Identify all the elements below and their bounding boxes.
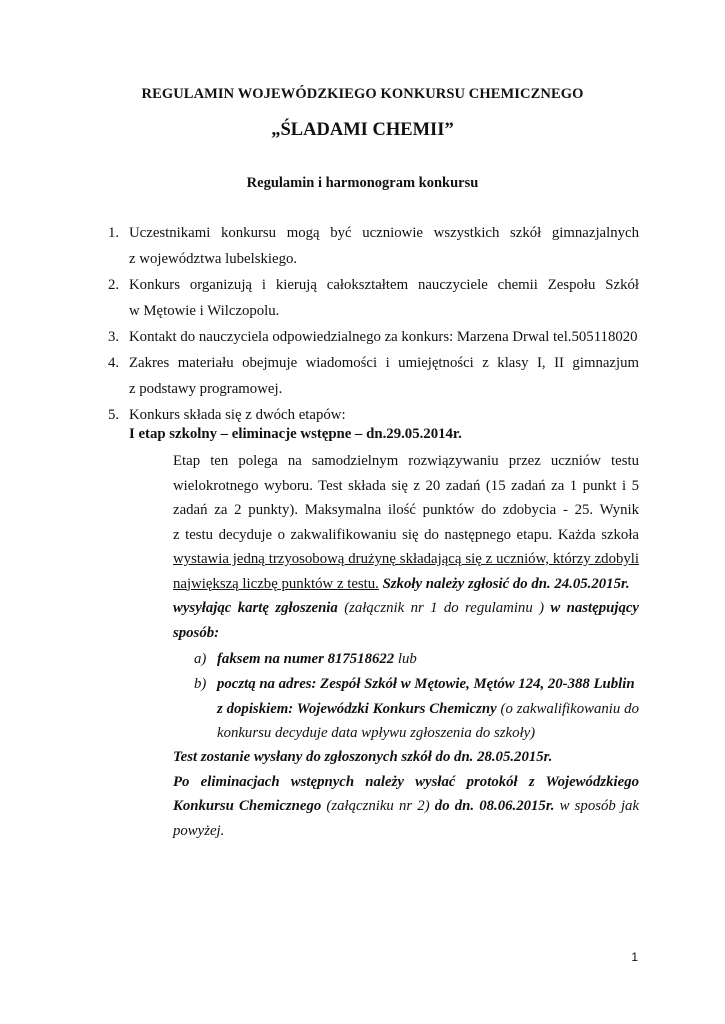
underlined-text: wystawia jedną trzyosobową drużynę składającą się z uczniów, którzy zdobyli <box>173 551 639 567</box>
paragraph-line: zadań za 2 punkty). Maksymalna ilość punktów do zdobycia - 25. Wynik <box>173 502 639 518</box>
list-number: 1. <box>108 225 120 241</box>
method-label: sposób: <box>173 624 220 641</box>
list-text: Konkurs organizują i kierują całokształtem nauczyciele chemii Zespołu Szkół <box>129 277 639 293</box>
page-number: 1 <box>631 950 638 964</box>
list-text: Zakres materiału obejmuje wiadomości i umiejętności z klasy I, II gimnazjum <box>129 355 639 371</box>
paragraph-line: wielokrotnego wyboru. Test składa się z 20 zadań (15 zadań za 1 punkt i 5 <box>173 477 639 494</box>
test-sent-note: Test zostanie wysłany do zgłoszonych szkół do dn. 28.05.2015r. <box>173 749 553 765</box>
protocol-method: w sposób jak <box>559 798 640 814</box>
protocol-attachment: (załączniku nr 2) <box>326 798 430 814</box>
contest-name: „ŚLADAMI CHEMII” <box>271 120 454 140</box>
list-number: 5. <box>108 407 120 423</box>
list-number: 4. <box>108 355 120 371</box>
paragraph-line: Etap ten polega na samodzielnym rozwiązywaniu przez uczniów testu <box>173 453 639 469</box>
fax-number: faksem na numer 817518622 <box>217 651 395 667</box>
following-text: w następujący <box>550 600 639 616</box>
stage-description <box>173 449 639 645</box>
closing-notes <box>173 745 639 843</box>
list-number: 3. <box>108 329 120 345</box>
section-subtitle: Regulamin i harmonogram konkursu <box>246 175 479 191</box>
protocol-line: powyżej. <box>173 822 225 839</box>
option-rest: (o zakwalifikowaniu do <box>496 700 639 717</box>
list-text: Uczestnikami konkursu mogą być uczniowie wszystkich szkół gimnazjalnych <box>129 225 639 241</box>
list-number: 2. <box>108 277 120 293</box>
list-text: z województwa lubelskiego. <box>129 251 298 267</box>
list-text: z podstawy programowej. <box>129 381 283 397</box>
protocol-deadline: do dn. 08.06.2015r. <box>434 798 555 814</box>
protocol-contest: Konkursu Chemicznego <box>173 798 322 814</box>
option-label: a) <box>194 651 207 667</box>
option-label: b) <box>194 676 207 692</box>
protocol-line: Po eliminacjach wstępnych należy wysłać protokół z Wojewódzkiego <box>173 773 639 790</box>
list-text: Konkurs składa się z dwóch etapów: <box>129 407 346 423</box>
envelope-note: z dopiskiem: Wojewódzki Konkurs Chemiczny <box>217 700 497 717</box>
list-text: w Mętowie i Wilczopolu. <box>129 303 280 319</box>
send-card-text: wysyłając kartę zgłoszenia <box>173 600 338 616</box>
attachment-note: (załącznik nr 1 do regulaminu ) <box>344 600 545 616</box>
paragraph-line: z testu decyduje o zakwalifikowaniu się do następnego etapu. Każda szkoła <box>173 526 639 543</box>
option-rest: konkursu decyduje data wpływu zgłoszenia do szkoły) <box>217 725 536 741</box>
list-text: Kontakt do nauczyciela odpowiedzialnego za konkurs: Marzena Drwal tel.505118020 <box>129 329 638 345</box>
option-rest: lub <box>394 651 417 667</box>
stage-heading: I etap szkolny – eliminacje wstępne – dn.29.05.2014r. <box>129 426 462 442</box>
application-deadline: Szkoły należy zgłosić do dn. 24.05.2015r. <box>382 575 630 592</box>
postal-address: pocztą na adres: Zespół Szkół w Mętowie, Mętów 124, 20-388 Lublin <box>217 676 635 692</box>
regulation-title: REGULAMIN WOJEWÓDZKIEGO KONKURSU CHEMICZNEGO <box>141 86 584 102</box>
underlined-text: największą liczbę punktów z testu. <box>173 575 379 592</box>
